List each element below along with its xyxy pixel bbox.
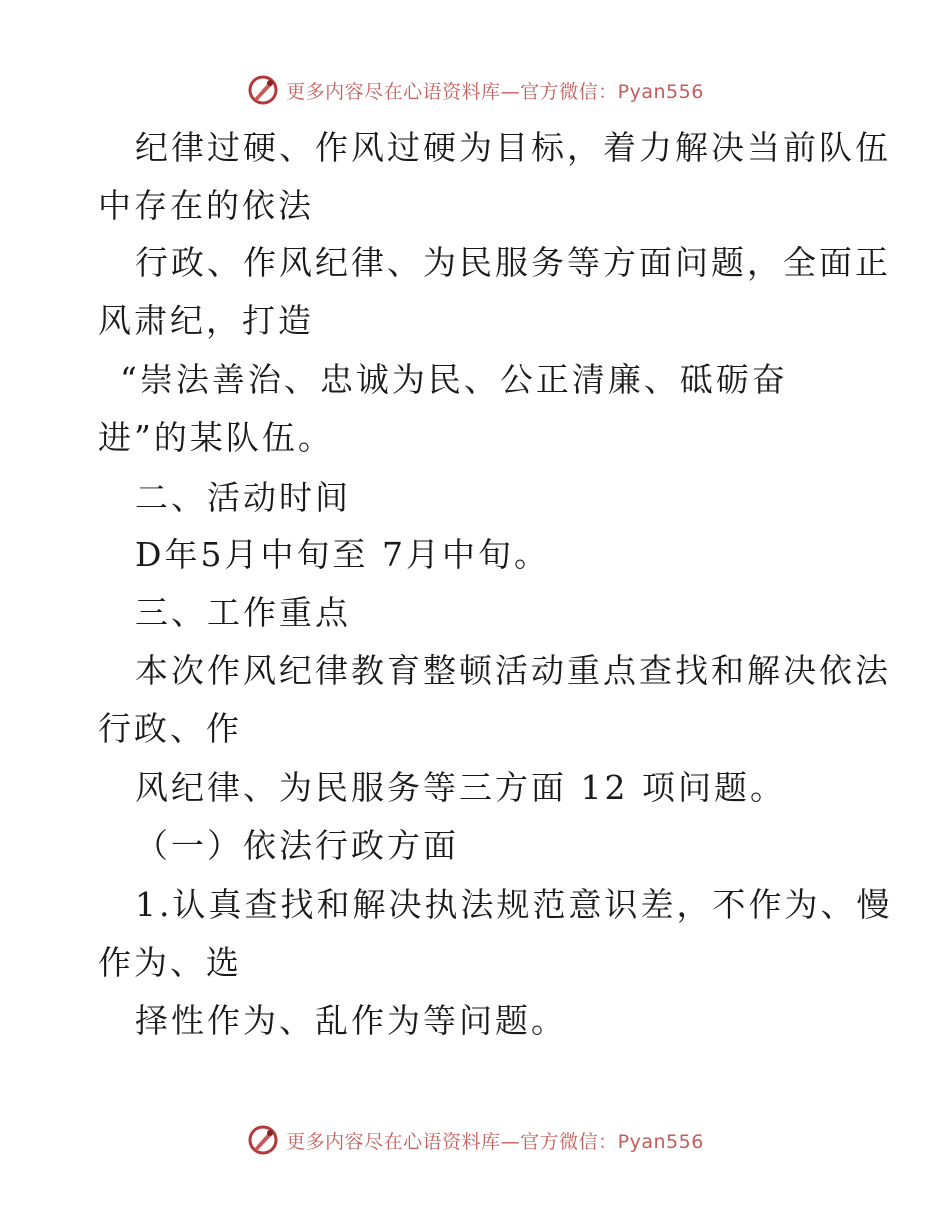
text-line: 行政、作 bbox=[98, 709, 242, 748]
text-line: 风肃纪，打造 bbox=[98, 301, 314, 340]
text-line: 进”的某队伍。 bbox=[98, 418, 334, 457]
text-line: 纪律过硬、作风过硬为目标，着力解决当前队伍 bbox=[135, 128, 891, 167]
watermark-header bbox=[0, 70, 950, 110]
watermark-text: 更多内容尽在心语资料库—官方微信：Pyan556 bbox=[286, 1130, 704, 1153]
text-line: 作为、选 bbox=[98, 943, 242, 982]
watermark-footer bbox=[0, 1120, 950, 1160]
section-heading: 三、工作重点 bbox=[135, 593, 351, 632]
quill-logo-icon bbox=[246, 1123, 280, 1157]
text-line: “崇法善治、忠诚为民、公正清廉、砥砺奋 bbox=[120, 360, 788, 399]
text-line: 中存在的依法 bbox=[98, 186, 314, 225]
text-line: 风纪律、为民服务等三方面 12 项问题。 bbox=[135, 768, 786, 807]
watermark-text: 更多内容尽在心语资料库—官方微信：Pyan556 bbox=[286, 80, 704, 103]
text-line: 行政、作风纪律、为民服务等方面问题，全面正 bbox=[135, 243, 891, 282]
quill-logo-icon bbox=[246, 73, 280, 107]
text-line: D年5月中旬至 7月中旬。 bbox=[135, 535, 550, 574]
section-heading: 二、活动时间 bbox=[135, 478, 351, 517]
text-line: 择性作为、乱作为等问题。 bbox=[135, 1001, 567, 1040]
text-line: 1.认真查找和解决执法规范意识差，不作为、慢 bbox=[135, 885, 893, 924]
subsection-heading: （一）依法行政方面 bbox=[135, 826, 459, 865]
text-line: 本次作风纪律教育整顿活动重点查找和解决依法 bbox=[135, 651, 891, 690]
